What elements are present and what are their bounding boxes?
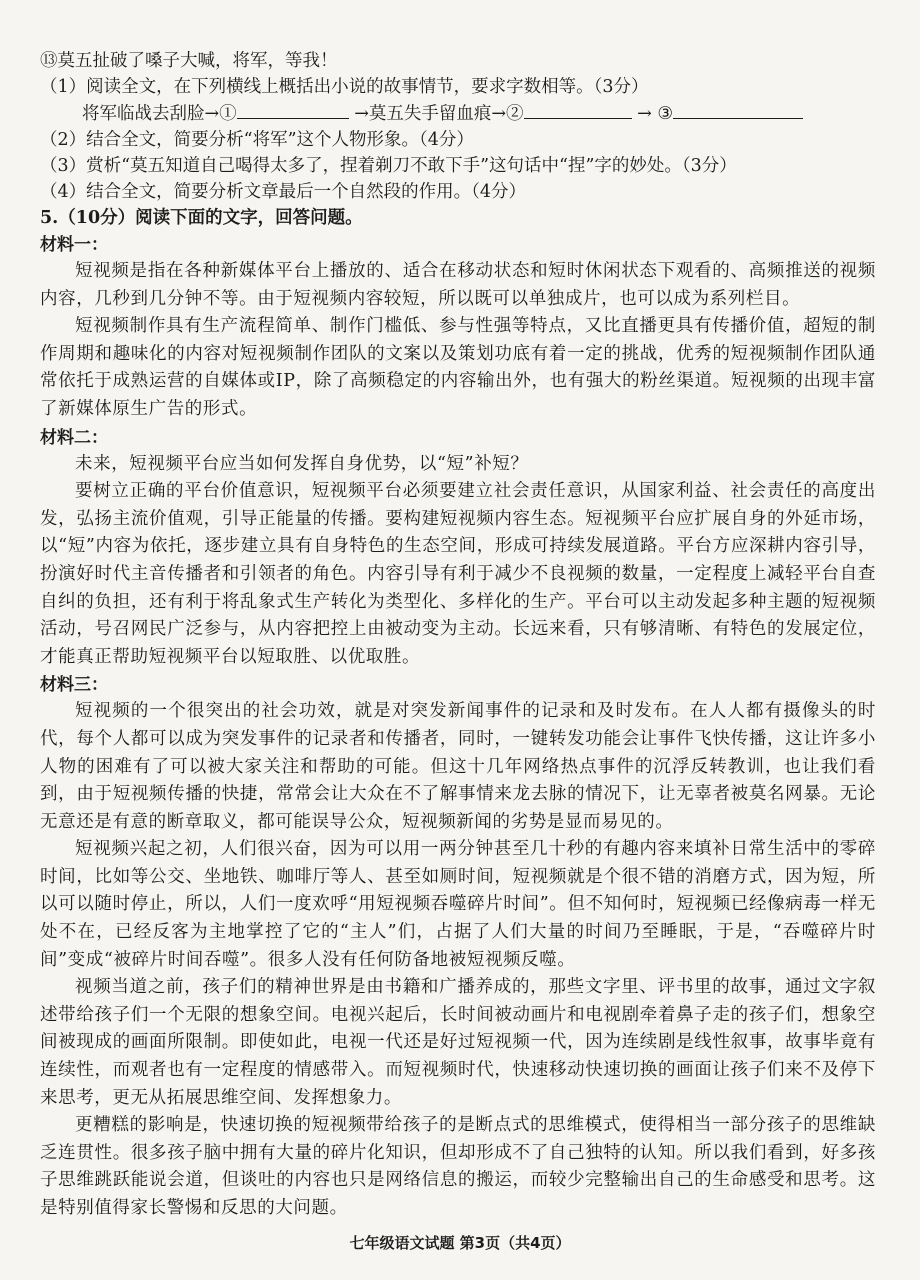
material-3-paragraph: 视频当道之前，孩子们的精神世界是由书籍和广播养成的，那些文字里、评书里的故事，通过文字叙述带给孩子们一个无限的想象空间。电视兴起后，长时间被动画片和电视剧牵着鼻子走的孩子们，想象空间被现成的画面所限制。即使如此，电视一代还是好过短视频一代，因为连续剧是线性叙事，故事毕竟有连续性，而观者也有一定程度的情感带入。而短视频时代，快速移动快速切换的画面让孩子们来不及停下来思考，更无从拓展思维空间、发挥想象力。 [40,977,876,1108]
section-5-heading: 5.（10分）阅读下面的文字，回答问题。 [40,208,363,228]
question-1: （1）阅读全文，在下列横线上概括出小说的故事情节，要求字数相等。（3分） [40,77,649,97]
question-3: （3）赏析“莫五知道自己喝得太多了，捏着剃刀不敢下手”这句话中“捏”字的妙处。（3分） [40,156,737,176]
question-2: （2）结合全文，简要分析“将军”这个人物形象。（4分） [40,130,474,150]
question-4: （4）结合全文，简要分析文章最后一个自然段的作用。（4分） [40,182,527,202]
question-1-plot-line [40,100,876,127]
plot-step-3-text: → ③ [631,104,674,124]
material-1-title: 材料一： [40,235,108,255]
material-3-paragraph: 短视频兴起之初，人们很兴奋，因为可以用一两分钟甚至几十秒的有趣内容来填补日常生活中的零碎时间，比如等公交、坐地铁、咖啡厅等人、甚至如厕时间，短视频就是个很不错的消磨方式，因为短，所以可以随时停止，所以，人们一度欢呼“用短视频吞噬碎片时间”。但不知何时，短视频已经像病毒一样无处不在，已经反客为主地掌控了它的“主人”们，占据了人们大量的时间乃至睡眠，于是，“吞噬碎片时间”变成“被碎片时间吞噬”。很多人没有任何防备地被短视频反噬。 [40,839,876,970]
page-footer: 七年级语文试题 第3页（共4页） [349,1234,571,1252]
paragraph-13: ⑬莫五扯破了嗓子大喊，将军，等我！ [40,51,338,71]
material-3-title: 材料三： [40,675,108,696]
material-1-paragraph: 短视频是指在各种新媒体平台上播放的、适合在移动状态和短时休闲状态下观看的、高频推送的视频内容，几秒到几分钟不等。由于短视频内容较短，所以既可以单独成片，也可以成为系列栏目。 [40,261,876,309]
material-2-paragraph: 未来，短视频平台应当如何发挥自身优势，以“短”补短？ [75,453,529,474]
material-1-paragraph: 短视频制作具有生产流程简单、制作门槛低、参与性强等特点，又比直播更具有传播价值，超短的制作周期和趣味化的内容对短视频制作团队的文案以及策划功底有着一定的挑战，优秀的短视频制作团队通常依托于成熟运营的自媒体或IP，除了高频稳定的内容输出外，也有强大的粉丝渠道。短视频的出现丰富了新媒体原生广告的形式。 [40,316,876,419]
answer-blank-2[interactable] [524,100,632,119]
material-2-title: 材料二： [40,427,108,448]
material-2-paragraph: 要树立正确的平台价值意识，短视频平台必须要建立社会责任意识，从国家利益、社会责任的高度出发，弘扬主流价值观，引导正能量的传播。要构建短视频内容生态。短视频平台应扩展自身的外延市场，以“短”内容为依托，逐步建立具有自身特色的生态空间，形成可持续发展道路。平台方应深耕内容引导，扮演好时代主音传播者和引领者的角色。内容引导有利于减少不良视频的数量，一定程度上减轻平台自查自纠的负担，还有利于将乱象式生产转化为类型化、多样化的生产。平台可以主动发起多种主题的短视频活动，号召网民广泛参与，从内容把控上由被动变为主动。长远来看，只有够清晰、有特色的发展定位，才能真正帮助短视频平台以短取胜、以优取胜。 [40,481,876,667]
material-3-paragraph: 更糟糕的影响是，快速切换的短视频带给孩子的是断点式的思维模式，使得相当一部分孩子的思维缺乏连贯性。很多孩子脑中拥有大量的碎片化知识，但却形成不了自己独特的认知。所以我们看到，好多孩子思维跳跃能说会道，但谈吐的内容也只是网络信息的搬运，而较少完整输出自己的生命感受和思考。这是特别值得家长警惕和反思的大问题。 [40,1115,876,1218]
answer-blank-1[interactable] [237,100,349,119]
plot-step-1-prefix: 将军临战去刮脸→① [82,104,237,124]
plot-step-2-text: →莫五失手留血痕→② [348,104,524,124]
answer-blank-3[interactable] [673,100,803,119]
material-3-paragraph: 短视频的一个很突出的社会功效，就是对突发新闻事件的记录和及时发布。在人人都有摄像头的时代，每个人都可以成为突发事件的记录者和传播者，同时，一键转发功能会让事件飞快传播，这让许多小人物的困难有了可以被大家关注和帮助的可能。但这十几年网络热点事件的沉浮反转教训，也让我们看到，由于短视频传播的快捷，常常会让大众在不了解事情来龙去脉的情况下，让无辜者被莫名网暴。无论无意还是有意的断章取义，都可能误导公众，短视频新闻的劣势是显而易见的。 [40,701,876,832]
